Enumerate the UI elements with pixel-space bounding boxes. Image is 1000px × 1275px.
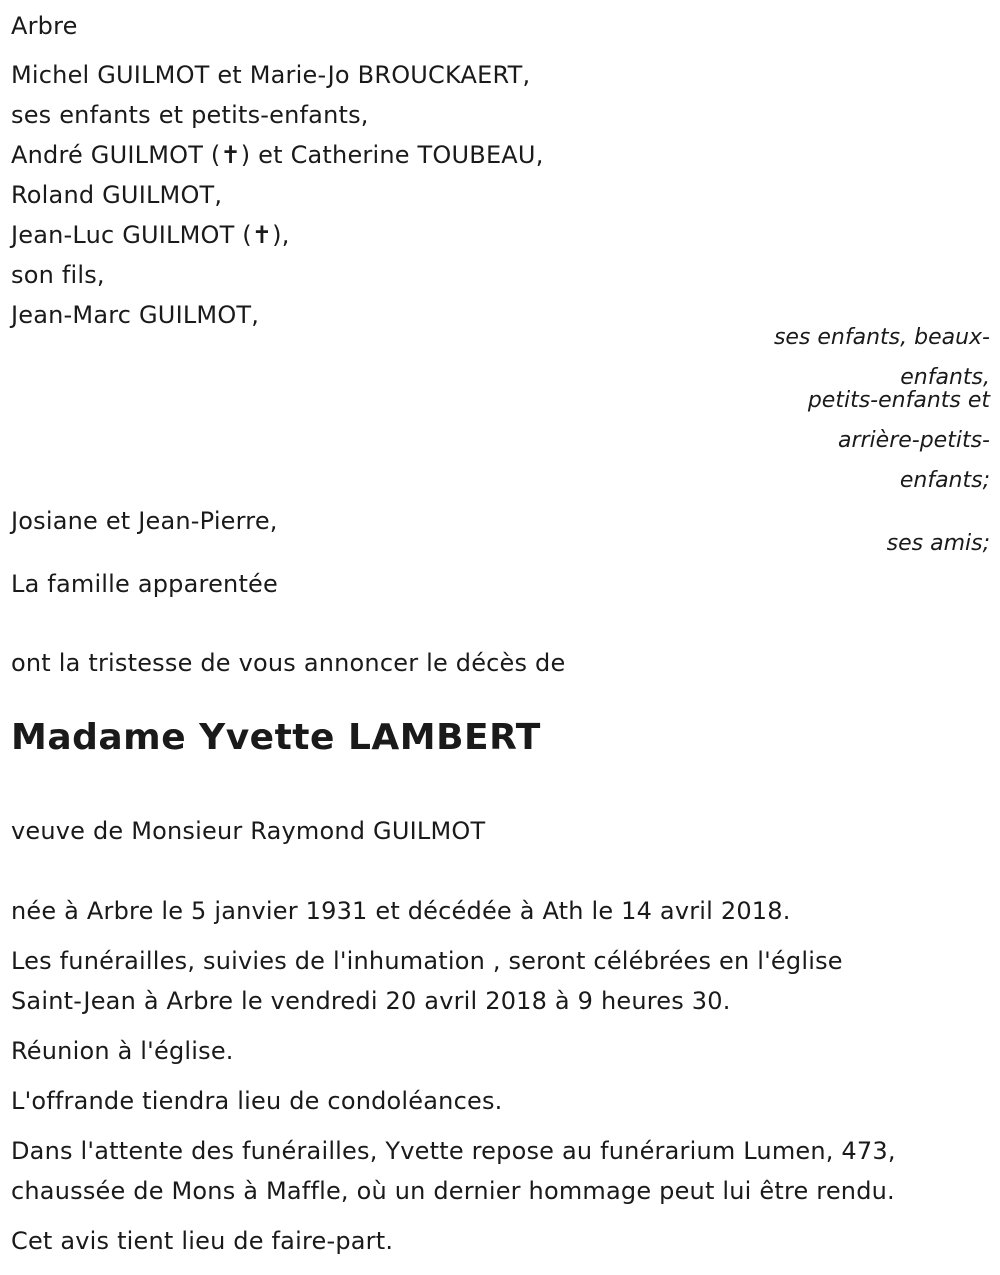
family-line: ses enfants et petits-enfants,	[11, 101, 369, 129]
family-line: Roland GUILMOT,	[11, 181, 223, 209]
funeral-line: Les funérailles, suivies de l'inhumation , seront célébrées en l'église	[11, 947, 843, 975]
offering-line: L'offrande tiendra lieu de condoléances.	[11, 1087, 503, 1115]
widow-of: veuve de Monsieur Raymond GUILMOT	[11, 817, 486, 845]
funeral-home-line: chaussée de Mons à Maffle, où un dernier hommage peut lui être rendu.	[11, 1177, 895, 1205]
notice-line: Cet avis tient lieu de faire-part.	[11, 1227, 394, 1255]
family-role: enfants,	[900, 365, 990, 390]
deceased-name: Madame Yvette LAMBERT	[11, 717, 541, 758]
family-line: André GUILMOT (✝) et Catherine TOUBEAU,	[11, 141, 544, 169]
family-role: ses enfants, beaux-	[773, 325, 990, 350]
family-line: Michel GUILMOT et Marie-Jo BROUCKAERT,	[11, 61, 531, 89]
friends-line: Josiane et Jean-Pierre,	[11, 507, 278, 535]
place-heading: Arbre	[11, 12, 78, 40]
family-role: petits-enfants et	[807, 388, 990, 413]
family-line: son fils,	[11, 261, 105, 289]
friends-role: ses amis;	[886, 531, 990, 556]
meeting-line: Réunion à l'église.	[11, 1037, 234, 1065]
family-line: Jean-Marc GUILMOT,	[11, 301, 260, 329]
family-role: arrière-petits-	[837, 428, 990, 453]
funeral-line: Saint-Jean à Arbre le vendredi 20 avril 2018 à 9 heures 30.	[11, 987, 731, 1015]
birth-death: née à Arbre le 5 janvier 1931 et décédée à Ath le 14 avril 2018.	[11, 897, 791, 925]
funeral-home-line: Dans l'attente des funérailles, Yvette repose au funérarium Lumen, 473,	[11, 1137, 896, 1165]
announcement: ont la tristesse de vous annoncer le décès de	[11, 649, 566, 677]
relatives-line: La famille apparentée	[11, 570, 278, 598]
family-line: Jean-Luc GUILMOT (✝),	[11, 221, 290, 249]
family-role: enfants;	[899, 468, 990, 493]
